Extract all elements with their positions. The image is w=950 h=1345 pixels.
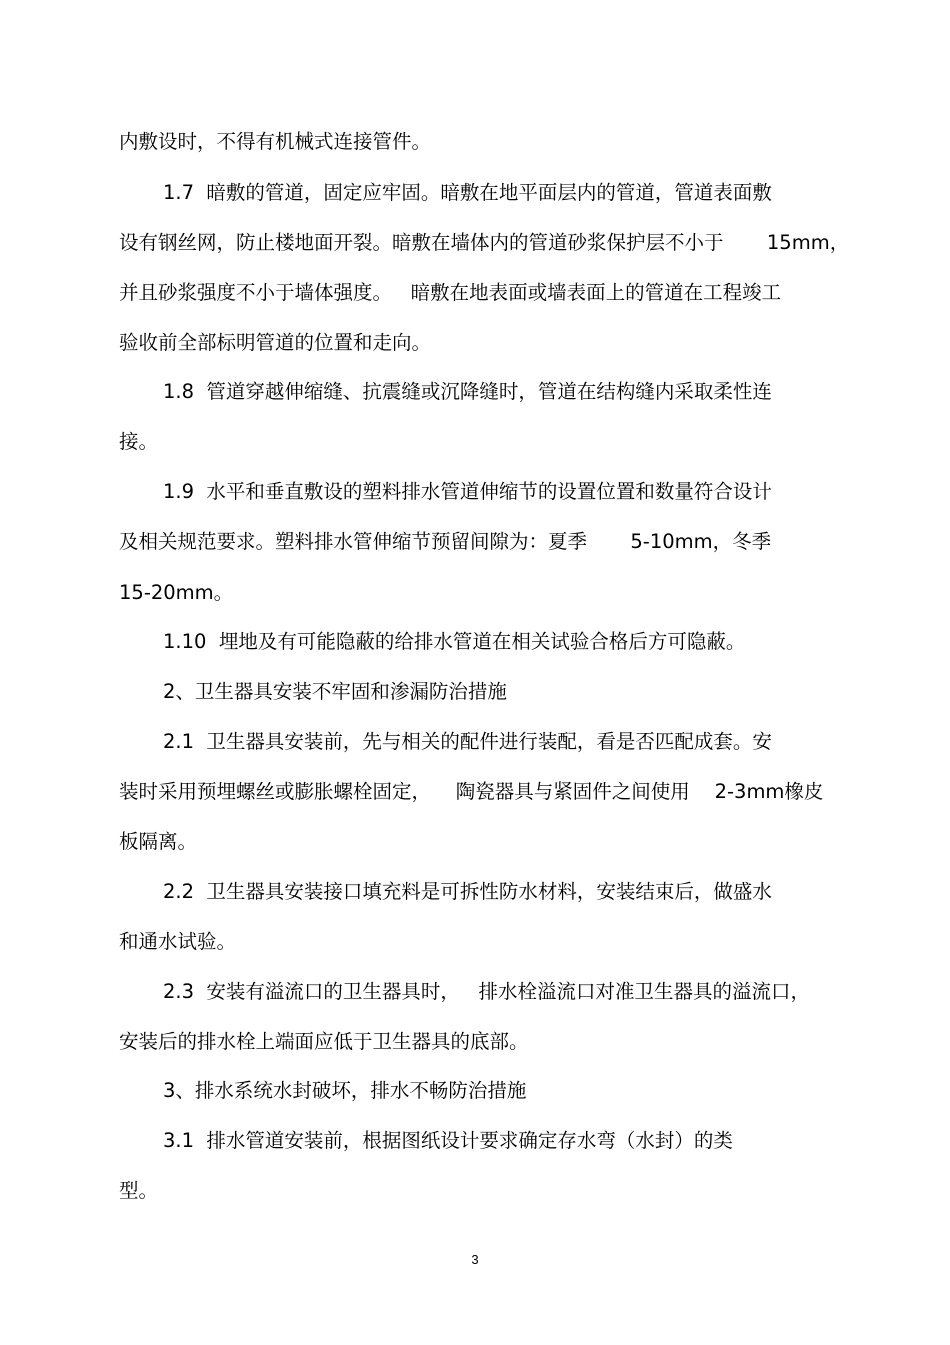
text-line: 2.1 卫生器具安装前，先与相关的配件进行装配，看是否匹配成套。安 xyxy=(163,730,772,753)
text-line: 2.3 安装有溢流口的卫生器具时， 排水栓溢流口对准卫生器具的溢流口， xyxy=(163,980,811,1003)
section-heading: 2、卫生器具安装不牢固和渗漏防治措施 xyxy=(163,680,507,703)
text-line: 1.7 暗敷的管道，固定应牢固。暗敷在地平面层内的管道，管道表面敷 xyxy=(163,181,772,204)
text-line: 1.9 水平和垂直敷设的塑料排水管道伸缩节的设置位置和数量符合设计 xyxy=(163,480,772,503)
text-line: 及相关规范要求。塑料排水管伸缩节预留间隙为：夏季 5-10mm，冬季 xyxy=(119,530,772,553)
text-line: 装时采用预埋螺丝或膨胀螺栓固定， 陶瓷器具与紧固件之间使用 2-3mm橡皮 xyxy=(119,780,824,803)
text-line: 2.2 卫生器具安装接口填充料是可拆性防水材料，安装结束后，做盛水 xyxy=(163,880,772,903)
section-heading: 3、排水系统水封破坏，排水不畅防治措施 xyxy=(163,1079,527,1102)
text-line: 型。 xyxy=(119,1179,159,1202)
text-line: 1.10 埋地及有可能隐蔽的给排水管道在相关试验合格后方可隐蔽。 xyxy=(163,630,746,653)
text-line: 3.1 排水管道安装前，根据图纸设计要求确定存水弯（水封）的类 xyxy=(163,1129,733,1152)
text-line: 设有钢丝网，防止楼地面开裂。暗敷在墙体内的管道砂浆保护层不小于 15mm， xyxy=(119,231,850,254)
text-line: 15-20mm。 xyxy=(119,581,234,604)
page-number: 3 xyxy=(471,1252,479,1267)
text-line: 并且砂浆强度不小于墙体强度。 暗敷在地表面或墙表面上的管道在工程竣工 xyxy=(119,281,782,304)
text-line: 和通水试验。 xyxy=(119,930,237,953)
text-line: 内敷设时，不得有机械式连接管件。 xyxy=(119,130,432,153)
text-line: 1.8 管道穿越伸缩缝、抗震缝或沉降缝时，管道在结构缝内采取柔性连 xyxy=(163,380,772,403)
text-line: 安装后的排水栓上端面应低于卫生器具的底部。 xyxy=(119,1030,529,1053)
text-line: 接。 xyxy=(119,430,159,453)
text-line: 验收前全部标明管道的位置和走向。 xyxy=(119,331,432,354)
text-line: 板隔离。 xyxy=(119,830,198,853)
